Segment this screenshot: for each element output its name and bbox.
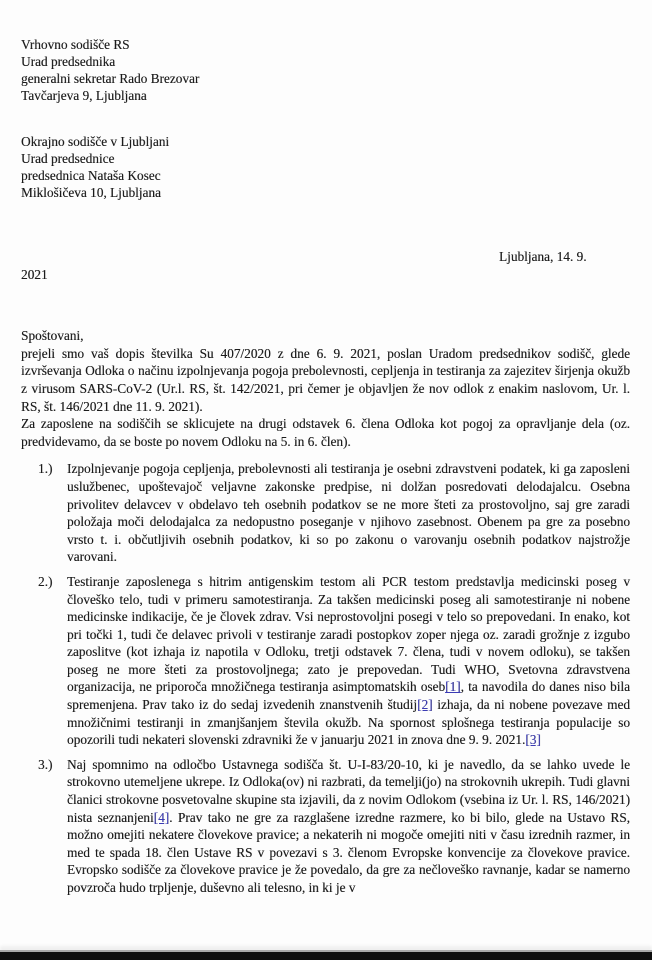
recipient-address-block <box>21 133 630 201</box>
paragraph-intro: prejeli smo vaš dopis številka Su 407/2020 z dne 6. 9. 2021, poslan Uradom predsednikov sodišč, glede izvrševanja Odloka o načinu izpolnjevanja pogoja prebolevnosti, cepljenja in testiranja za zajezitev širjenja okužb z virusom SARS-CoV-2 (Ur.l. RS, št. 142/2021, pri čemer je objavljen že nov odlok z enakim naslovom, Ur. l. RS, št. 146/2021 dne 11. 9. 2021). <box>21 345 630 414</box>
list-item-1 <box>21 460 630 566</box>
list-item-text <box>59 460 630 566</box>
recipient-line: Okrajno sodišče v Ljubljani <box>21 134 170 149</box>
list-item-text <box>59 573 630 749</box>
list-item-number: 2.) <box>38 573 53 589</box>
sender-line: generalni sekretar Rado Brezovar <box>21 71 200 86</box>
recipient-line: Miklošičeva 10, Ljubljana <box>21 185 161 200</box>
footnote-link[interactable]: [2] <box>417 697 433 713</box>
text-segment: Izpolnjevanje pogoja cepljenja, prebolevnosti ali testiranja je osebni zdravstveni podatek, ki ga zaposleni uslužbenec, upoštevajoč veljavne zakonske predpise, ni dolžan posredovati delodajalcu. Osebna privolitev delavcev v obdelavo teh osebnih podatkov se ne more šteti za prostovoljno, saj gre zaradi položaja moči delodajalca za nedopustno poseganje v njihovo zasebnost. Obenem pa gre za posebno vrsto t. i. občutljivih osebnih podatkov, ki so po zakonu o varovanju osebnih podatkov najstrožje varovani. <box>67 461 630 565</box>
paragraph-reference: Za zaposlene na sodiščih se sklicujete na drugi odstavek 6. člena Odloka kot pogoj za opravljanje dela (oz. predvidevamo, da se boste po novem Odloku na 5. in 6. člen). <box>21 416 630 449</box>
list-item-text <box>59 756 630 897</box>
sender-address-block <box>21 36 630 104</box>
list-item-number: 3.) <box>38 756 53 772</box>
list-item-3 <box>21 756 630 897</box>
dateline <box>21 248 630 283</box>
numbered-list <box>21 460 630 896</box>
text-segment: . Prav tako ne gre za razglašene izredne razmere, ko bi bilo, glede na Ustavo RS, možno omejiti nekatere človekove pravice; a nekaterih ni mogoče omejiti niti v času izrednih razmer, in med te spada 18. člen Ustave RS v povezavi s 3. členom Evropske konvencije za človekove pravice. Evropsko sodišče za človekove pravice je že povedalo, da gre za nečloveško ravnanje, kadar se namerno povzroča hudo trpljenje, duševno ali telesno, in ki je v <box>67 809 630 895</box>
footnote-link[interactable]: [4] <box>153 809 170 825</box>
salutation: Spoštovani, <box>21 328 84 344</box>
recipient-line: Urad predsednice <box>21 151 115 166</box>
text-segment: , ta navodila do danes niso bila spremenjena. Prav tako iz do sedaj izvedenih znanstvenih študij <box>67 679 630 713</box>
recipient-line: predsednica Nataša Kosec <box>21 168 161 183</box>
date-place-line: Ljubljana, 14. 9. <box>499 249 587 264</box>
text-segment: Naj spomnimo na odločbo Ustavnega sodišča št. U-I-83/20-10, ki je navedlo, da se lahko uvede le strokovno utemeljene ukrepe. Iz Odloka(ov) ni razbrati, da temelji(jo) na strokovnih ukrepih. Tudi glavni članici strokovne posvetovalne skupine sta izjavili, da z novim Odlokom (vsebina iz Ur. l. RS, 146/2021) nista seznanjeni <box>67 756 630 825</box>
sender-line: Vrhovno sodišče RS <box>21 37 130 52</box>
text-segment: izhaja, da ni nobene povezave med množičnimi testiranji in zmanjšanjem števila okužb. Na spornost splošnega testiranja populacije so opozorili tudi nekateri slovenski zdravniki že v januarju 2021 in znova dne 9. 9. 2021. <box>67 697 631 748</box>
sender-line: Tavčarjeva 9, Ljubljana <box>21 88 147 103</box>
text-segment: Testiranje zaposlenega s hitrim antigenskim testom ali PCR testom predstavlja medicinski poseg v človeško telo, tudi v primeru samotestiranja. Za takšen medicinski poseg ali samotestiranje ni nobene medicinske indikacije, če je človek zdrav. Vsi neprostovoljni posegi v telo so prepovedani. In enako, kot pri točki 1, tudi če delavec privoli v testiranje zaradi postopkov zoper njega oz. zaradi grožnje z izgubo zaposlitve (kot izhaja iz napotila v Odloku, tretji odstavek 7. člena, tudi v novem odloku), se takšen poseg ne more šteti za prostovoljnega; zato je prepovedan. Tudi WHO, Svetovna zdravstvena organizacija, ne priporoča množičnega testiranja asimptomatskih oseb <box>67 573 630 695</box>
date-year-line: 2021 <box>21 266 48 282</box>
footnote-link[interactable]: [3] <box>525 732 541 748</box>
sender-line: Urad predsednika <box>21 54 116 69</box>
scan-edge-bar <box>0 950 652 960</box>
list-item-number: 1.) <box>38 461 53 477</box>
footnote-link[interactable]: [1] <box>445 679 461 695</box>
list-item-2 <box>21 573 630 749</box>
